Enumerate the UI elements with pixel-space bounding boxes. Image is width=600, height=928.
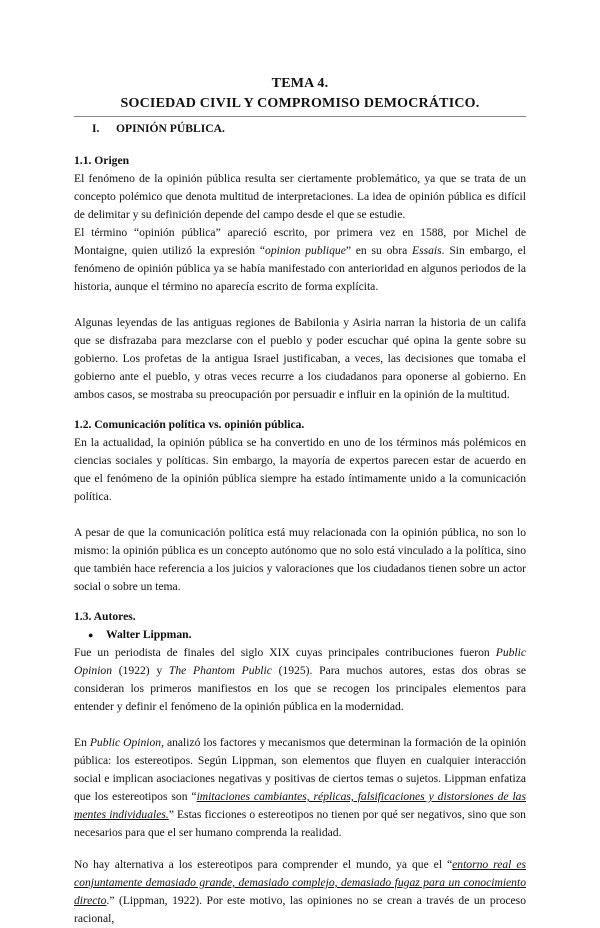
paragraph: En la actualidad, la opinión pública se ha convertido en uno de los términos más polémicos en ciencias sociales y políticas. Sin embargo, la mayoría de expertos parecen estar de acuerdo en que el fenómeno de la opinión pública siempre ha estado íntimamente unido a la comunicación política. [74,436,526,503]
title-line-2: SOCIEDAD CIVIL Y COMPROMISO DEMOCRÁTICO. [120,96,480,111]
paragraph: No hay alternativa a los estereotipos para comprender el mundo, ya que el “entorno real es conjuntamente demasiado grande, demasiado complejo, demasiado fugaz para un conocimiento directo.” (Lippman, 1922). Por este motivo, las opiniones no se crean a través de un proceso racional, [74,858,526,925]
title-line-1: TEMA 4. [271,76,329,91]
subsection-heading-comunicacion: 1.2. Comunicación política vs. opinión pública. [74,418,305,431]
bullet-item [74,626,526,644]
bullet-label: Walter Lippman. [106,628,192,641]
paragraph: El fenómeno de la opinión pública resulta ser ciertamente problemático, ya que se trata de un concepto polémico que denota multitud de interpretaciones. La idea de opinión pública es difícil de delimitar y su definición depende del campo desde el que se estudie. [74,172,526,221]
section-heading [92,120,526,138]
paragraph: Fue un periodista de finales del siglo XIX cuyas principales contribuciones fueron Public Opinion (1922) y The Phantom Public (1925). Para muchos autores, estas dos obras se consideran los primeros manifiestos en los que se recogen los principales elementos para entender y definir el fenómeno de la opinión pública en la modernidad. [74,646,527,713]
subsection-heading-origen: 1.1. Origen [74,154,130,167]
document-title [0,74,600,114]
section-number: I. [92,122,100,135]
title-divider [74,116,526,117]
underlined-quote: entorno real es conjuntamente demasiado grande, demasiado complejo, demasiado fugaz para un conocimiento directo [74,858,526,907]
subsection-heading-autores: 1.3. Autores. [74,610,136,623]
paragraph: A pesar de que la comunicación política está muy relacionada con la opinión pública, no son lo mismo: la opinión pública es un concepto autónomo que no solo está vinculado a la política, sino que también hace referencia a los juicios y valoraciones que los ciudadanos tienen sobre un actor social o sobre un tema. [74,526,526,593]
bullet-icon: ● [88,630,94,640]
section-title: OPINIÓN PÚBLICA. [116,122,225,135]
document-body [74,120,526,928]
paragraph: Algunas leyendas de las antiguas regiones de Babilonia y Asiria narran la historia de un califa que se disfrazaba para mezclarse con el pueblo y poder escuchar qué opina la gente sobre su gobierno. Los profetas de la antigua Israel justificaban, a veces, las decisiones que tomaba el gobierno ante el pueblo, y otras veces recurre a los ciudadanos para oponerse al gobierno. En ambos casos, se mostraba su preocupación por persuadir e influir en la opinión de la multitud. [74,316,526,401]
paragraph: El término “opinión pública” apareció escrito, por primera vez en 1588, por Michel de Montaigne, quien utilizó la expresión “opinion publique” en su obra Essais. Sin embargo, el fenómeno de opinión pública ya se había manifestado con anterioridad en algunos periodos de la historia, aunque el término no aparecía escrito de forma explícita. [74,226,526,293]
paragraph: En Public Opinion, analizó los factores y mecanismos que determinan la formación de la opinión pública: los estereotipos. Según Lippman, son elementos que fluyen en cualquier interacción social e implican asociaciones negativas y positivas de ciertos temas o sujetos. Lippman enfatiza que los estereotipos son “imitaciones cambiantes, réplicas, falsificaciones y distorsiones de las mentes individuales.” Estas ficciones o estereotipos no tienen por qué ser negativos, sino que son necesarios para que el ser humano comprenda la realidad. [74,736,526,839]
underlined-quote: imitaciones cambiantes, réplicas, falsificaciones y distorsiones de las mentes individuales. [74,790,526,821]
